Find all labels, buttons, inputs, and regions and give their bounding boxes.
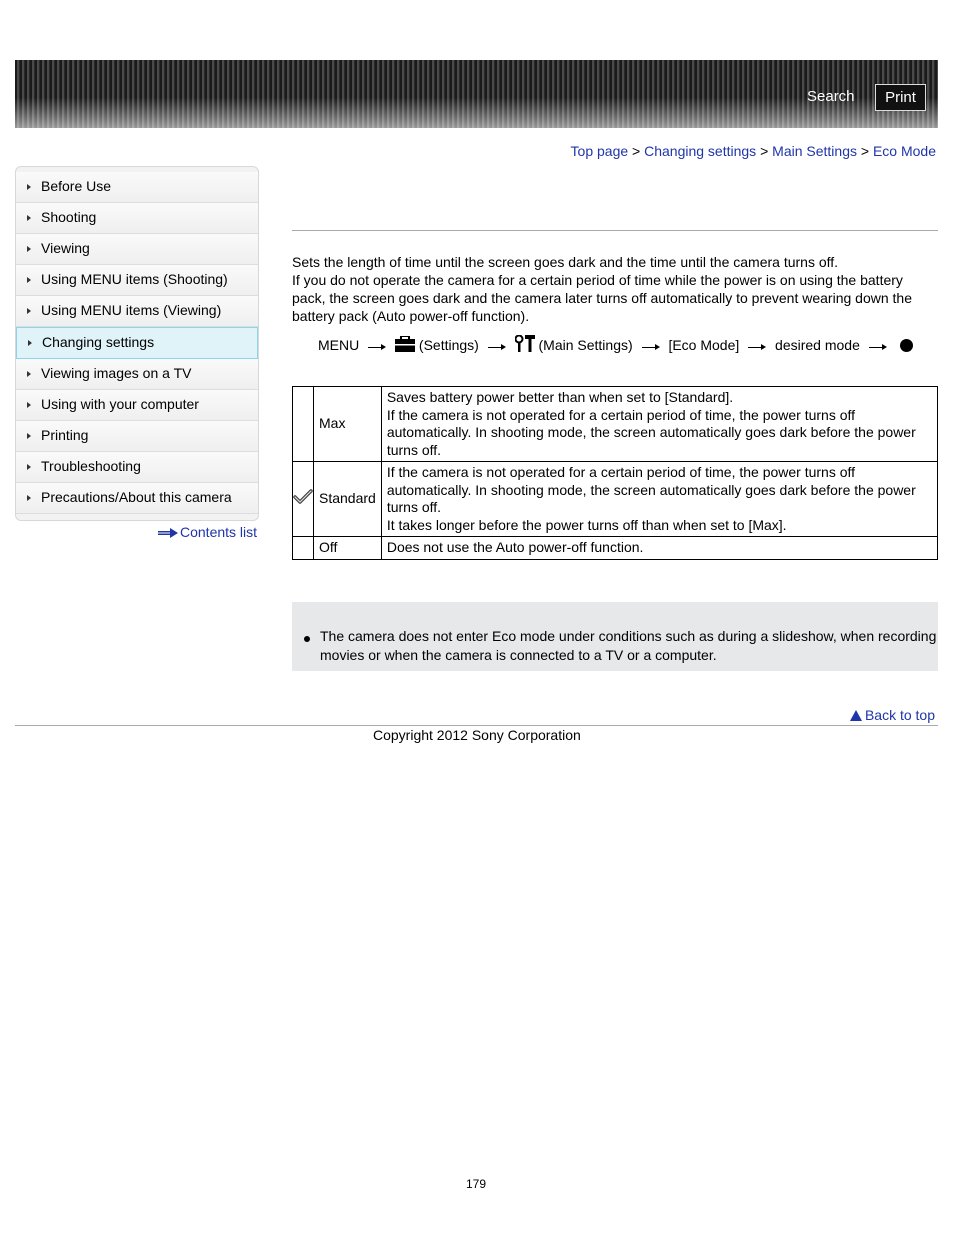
caret-right-icon bbox=[27, 215, 31, 221]
default-marker-cell bbox=[293, 387, 314, 462]
intro-text bbox=[292, 253, 940, 325]
note-text: The camera does not enter Eco mode under conditions such as during a slideshow, when recording movies or when the camera is connected to a TV or a computer. bbox=[320, 628, 937, 663]
table-row bbox=[293, 537, 938, 560]
breadcrumb-separator: > bbox=[760, 143, 769, 159]
caret-right-icon bbox=[27, 495, 31, 501]
sidebar-item-label: Shooting bbox=[41, 209, 97, 225]
mode-description-line: If the camera is not operated for a certain period of time, the power turns off automatically. In shooting mode, the screen automatically goes dark before the power turns off. bbox=[386, 464, 916, 515]
sidebar-item-viewing[interactable] bbox=[16, 234, 258, 265]
mode-description-line: Does not use the Auto power-off function. bbox=[386, 539, 644, 555]
mode-name-cell: Off bbox=[314, 537, 382, 560]
sidebar-item-changing-settings[interactable] bbox=[16, 327, 258, 359]
intro-line-2: If you do not operate the camera for a certain period of time while the power is on using the battery pack, the screen goes dark and the camera later turns off automatically to prevent wearing down the battery pack (Auto power-off function). bbox=[292, 272, 912, 324]
title-divider bbox=[292, 230, 938, 231]
caret-right-icon bbox=[27, 371, 31, 377]
print-button[interactable]: Print bbox=[875, 84, 926, 111]
step-desired-mode: desired mode bbox=[775, 337, 860, 353]
sidebar-nav bbox=[15, 166, 259, 521]
breadcrumb-separator: > bbox=[632, 143, 641, 159]
sidebar-item-label: Using MENU items (Viewing) bbox=[41, 302, 222, 318]
breadcrumb-top-page[interactable]: Top page bbox=[570, 143, 629, 159]
contents-list-link[interactable] bbox=[158, 524, 257, 540]
checkmark-icon bbox=[293, 489, 313, 505]
note-box bbox=[292, 602, 938, 671]
contents-list-label: Contents list bbox=[180, 524, 258, 540]
caret-right-icon bbox=[27, 246, 31, 252]
sidebar-item-label: Viewing images on a TV bbox=[41, 365, 192, 381]
sidebar-item-computer[interactable] bbox=[16, 390, 258, 421]
back-to-top-label: Back to top bbox=[864, 707, 935, 723]
sidebar-item-label: Before Use bbox=[41, 178, 112, 194]
wrench-icon bbox=[515, 335, 535, 352]
bullet-icon bbox=[304, 636, 310, 642]
intro-line-1: Sets the length of time until the screen goes dark and the time until the camera turns off. bbox=[292, 254, 839, 270]
center-button-icon bbox=[900, 339, 913, 352]
default-marker-cell bbox=[293, 537, 314, 560]
sidebar-item-viewing-tv[interactable] bbox=[16, 359, 258, 390]
caret-right-icon bbox=[27, 402, 31, 408]
table-row bbox=[293, 387, 938, 462]
toolbox-icon bbox=[395, 336, 415, 352]
breadcrumb-main-settings[interactable]: Main Settings bbox=[772, 143, 857, 159]
step-main-settings: (Main Settings) bbox=[538, 337, 633, 353]
breadcrumb bbox=[571, 143, 936, 159]
header-bar bbox=[15, 60, 938, 128]
page-number: 179 bbox=[466, 1177, 487, 1191]
contents-arrow-icon bbox=[158, 528, 178, 538]
sidebar-item-before-use[interactable] bbox=[16, 172, 258, 203]
default-marker-cell bbox=[293, 462, 314, 537]
caret-right-icon bbox=[27, 184, 31, 190]
breadcrumb-eco-mode[interactable]: Eco Mode bbox=[872, 143, 936, 159]
table-row bbox=[293, 462, 938, 537]
caret-right-icon bbox=[28, 340, 32, 346]
step-menu: MENU bbox=[318, 337, 360, 353]
copyright: Copyright 2012 Sony Corporation bbox=[373, 727, 581, 743]
step-eco-mode: [Eco Mode] bbox=[668, 337, 740, 353]
sidebar-item-printing[interactable] bbox=[16, 421, 258, 452]
mode-description-cell bbox=[381, 387, 937, 462]
sidebar-item-label: Changing settings bbox=[42, 334, 155, 350]
sidebar-item-label: Printing bbox=[41, 427, 89, 443]
sidebar-item-shooting[interactable] bbox=[16, 203, 258, 234]
sidebar-item-label: Troubleshooting bbox=[41, 458, 141, 474]
sidebar-item-label: Precautions/About this camera bbox=[41, 489, 232, 505]
sidebar-item-troubleshooting[interactable] bbox=[16, 452, 258, 483]
back-to-top-icon bbox=[850, 710, 862, 721]
caret-right-icon bbox=[27, 464, 31, 470]
caret-right-icon bbox=[27, 433, 31, 439]
operation-steps bbox=[318, 335, 913, 353]
sidebar-item-precautions[interactable] bbox=[16, 483, 258, 514]
mode-description-cell bbox=[381, 537, 937, 560]
mode-description-cell bbox=[381, 462, 937, 537]
sidebar-item-menu-shooting[interactable] bbox=[16, 265, 258, 296]
sidebar-item-label: Using MENU items (Shooting) bbox=[41, 271, 228, 287]
caret-right-icon bbox=[27, 308, 31, 314]
step-settings: (Settings) bbox=[418, 337, 479, 353]
search-link[interactable]: Search bbox=[807, 88, 855, 105]
back-to-top-link[interactable] bbox=[850, 707, 935, 723]
eco-mode-table bbox=[292, 386, 938, 560]
mode-name-cell: Max bbox=[314, 387, 382, 462]
mode-name-cell: Standard bbox=[314, 462, 382, 537]
mode-description-line: Saves battery power better than when set to [Standard]. bbox=[386, 389, 734, 405]
mode-description-line: It takes longer before the power turns off than when set to [Max]. bbox=[386, 516, 787, 533]
breadcrumb-separator: > bbox=[860, 143, 870, 159]
sidebar-item-label: Using with your computer bbox=[41, 396, 199, 412]
footer-divider bbox=[15, 725, 938, 726]
sidebar-item-menu-viewing[interactable] bbox=[16, 296, 258, 327]
sidebar-item-label: Viewing bbox=[41, 240, 90, 256]
caret-right-icon bbox=[27, 277, 31, 283]
breadcrumb-changing-settings[interactable]: Changing settings bbox=[644, 143, 757, 159]
mode-description-line: If the camera is not operated for a certain period of time, the power turns off automatically. In shooting mode, the screen automatically goes dark before the power turns off. bbox=[386, 406, 916, 458]
